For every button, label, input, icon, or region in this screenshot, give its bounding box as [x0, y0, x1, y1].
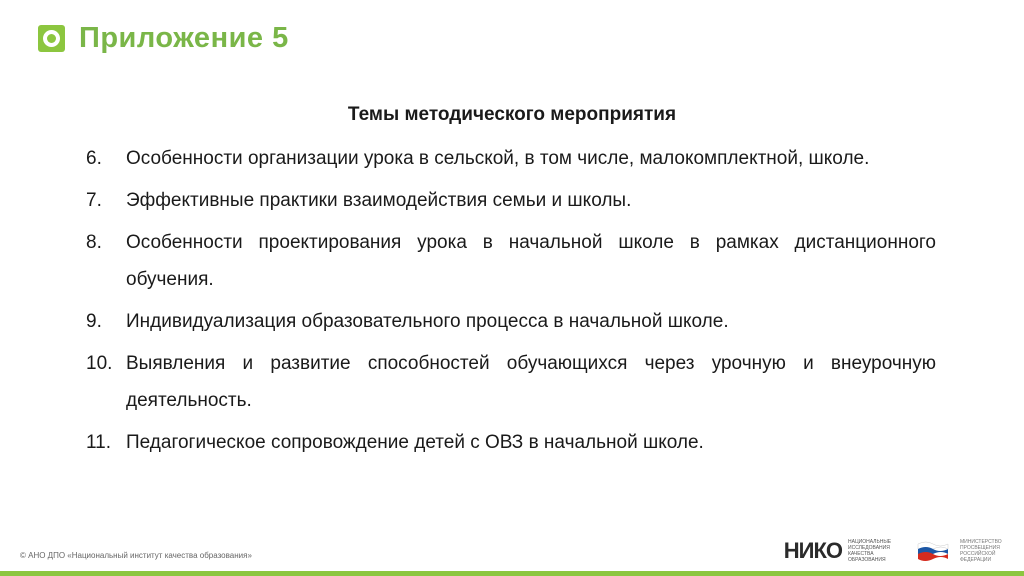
item-number: 6.	[86, 148, 102, 169]
item-text: Особенности проектирования урока в начальной школе в рамках дистанционного обучения.	[126, 232, 936, 290]
russian-flag-icon	[916, 540, 950, 562]
footer-logos	[784, 538, 1012, 564]
brand-logo-icon	[38, 25, 65, 52]
item-text: Педагогическое сопровождение детей с ОВЗ в начальной школе.	[126, 432, 704, 453]
list-item	[86, 303, 936, 340]
header	[38, 22, 289, 55]
item-text: Выявления и развитие способностей обучающихся через урочную и внеурочную деятельность.	[126, 353, 936, 411]
list-item	[86, 140, 936, 177]
list-item	[86, 345, 936, 419]
item-text: Особенности организации урока в сельской, в том числе, малокомплектной, школе.	[126, 148, 870, 169]
item-number: 8.	[86, 232, 102, 253]
topics-list	[86, 140, 936, 466]
list-item	[86, 424, 936, 461]
nko-logo: НИКО	[783, 538, 842, 563]
page-title: Приложение 5	[79, 22, 289, 54]
footer-accent-bar	[0, 571, 1024, 576]
item-number: 11.	[86, 432, 112, 453]
nko-logo-subtitle: НАЦИОНАЛЬНЫЕ ИССЛЕДОВАНИЯ КАЧЕСТВА ОБРАЗОВАНИЯ	[848, 539, 892, 563]
item-text: Индивидуализация образовательного процесса в начальной школе.	[126, 311, 729, 332]
footer-copyright: © АНО ДПО «Национальный институт качества образования»	[20, 551, 252, 560]
list-item	[86, 224, 936, 298]
ministry-logo: МИНИСТЕРСТВО ПРОСВЕЩЕНИЯ РОССИЙСКОЙ ФЕДЕРАЦИИ	[960, 539, 1002, 563]
list-item	[86, 182, 936, 219]
item-number: 10.	[86, 353, 113, 374]
item-number: 9.	[86, 311, 102, 332]
item-number: 7.	[86, 190, 102, 211]
item-text: Эффективные практики взаимодействия семьи и школы.	[126, 190, 632, 211]
section-subtitle: Темы методического мероприятия	[347, 104, 677, 125]
